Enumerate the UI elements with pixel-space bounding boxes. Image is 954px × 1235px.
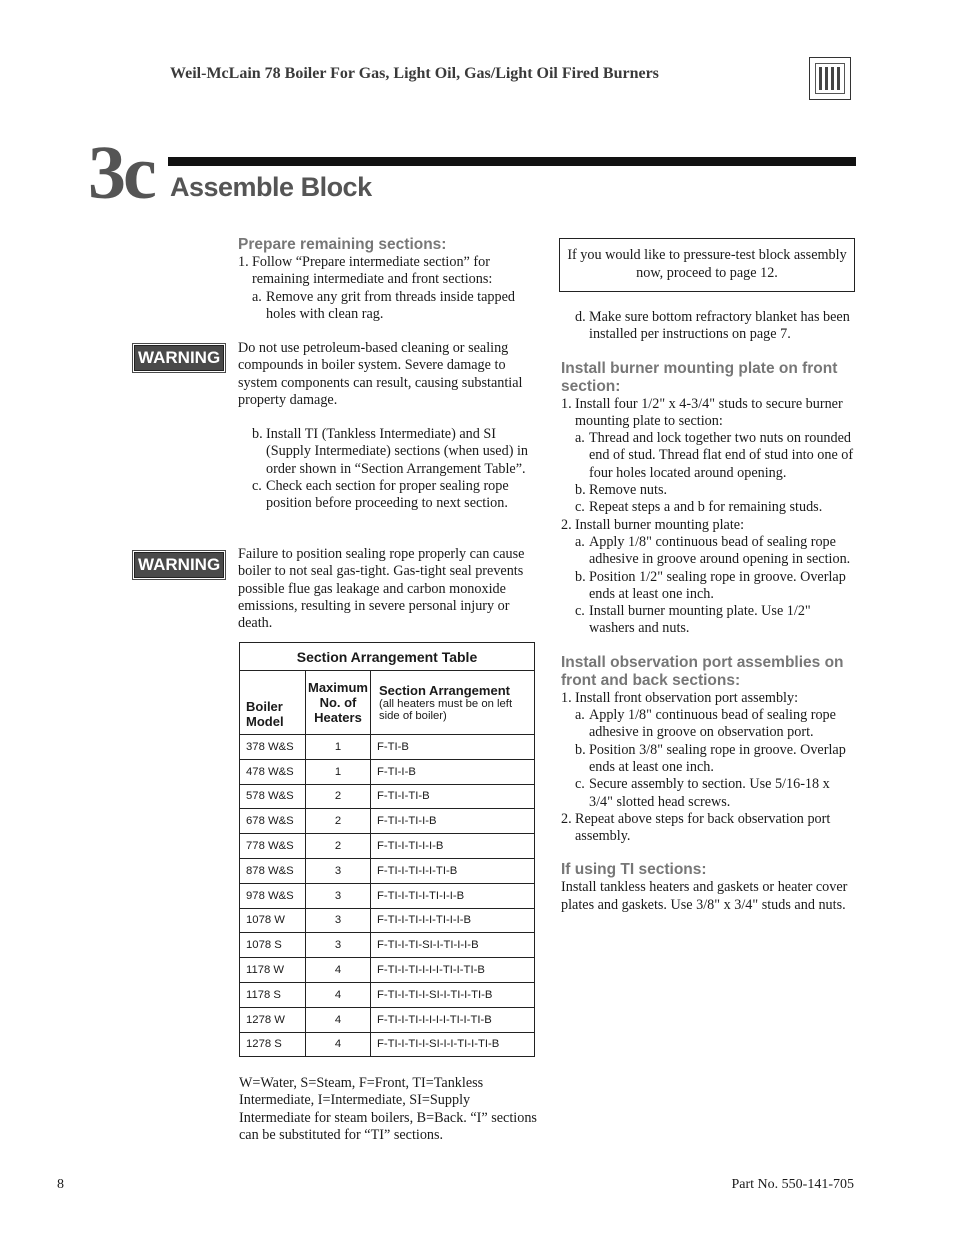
step-marker: 1. bbox=[561, 689, 572, 706]
table-row bbox=[240, 834, 535, 859]
section-arrangement-table bbox=[239, 642, 535, 1057]
burner-step-2 bbox=[561, 517, 857, 534]
cell-arrangement: F-TI-I-TI-B bbox=[370, 784, 534, 809]
cell-heaters: 1 bbox=[306, 735, 371, 760]
step-1d bbox=[561, 309, 857, 344]
cell-model: 778 W&S bbox=[240, 834, 306, 859]
step-text: Remove any grit from threads inside tapped holes with clean rag. bbox=[266, 288, 516, 322]
step-text: Position 3/8" sealing rope in groove. Overlap ends at least one inch. bbox=[589, 741, 846, 775]
burner-step-2b bbox=[561, 569, 857, 604]
cell-arrangement: F-TI-I-TI-I-I-B bbox=[370, 834, 534, 859]
col-header-heaters: Maximum No. of Heaters bbox=[306, 671, 371, 735]
step-text: Thread and lock together two nuts on rounded end of stud. Thread flat end of stud into one of four holes located around opening. bbox=[589, 430, 854, 481]
cell-heaters: 2 bbox=[306, 784, 371, 809]
page-number: 8 bbox=[57, 1177, 64, 1192]
cell-model: 478 W&S bbox=[240, 759, 306, 784]
subhead-observation: Install observation port assemblies on front and back sections: bbox=[561, 653, 844, 689]
table-body bbox=[240, 735, 535, 1057]
step-marker: 1. bbox=[561, 395, 572, 412]
table-row bbox=[240, 759, 535, 784]
cell-arrangement: F-TI-I-TI-I-I-TI-I-I-B bbox=[370, 908, 534, 933]
cell-arrangement: F-TI-I-TI-I-I-I-TI-I-TI-B bbox=[370, 958, 534, 983]
step-text: Follow “Prepare intermediate section” for remaining intermediate and front sections: bbox=[252, 254, 493, 288]
cell-arrangement: F-TI-I-TI-I-TI-I-I-B bbox=[370, 883, 534, 908]
table-row bbox=[240, 735, 535, 760]
obs-step-1c bbox=[561, 776, 857, 811]
col-header-arrangement bbox=[370, 671, 534, 735]
cell-arrangement: F-TI-I-TI-I-SI-I-TI-I-TI-B bbox=[370, 982, 534, 1007]
table-row bbox=[240, 908, 535, 933]
table-row bbox=[240, 809, 535, 834]
part-number: Part No. 550-141-705 bbox=[731, 1177, 854, 1192]
cell-model: 578 W&S bbox=[240, 784, 306, 809]
step-marker: c. bbox=[575, 499, 585, 516]
cell-arrangement: F-TI-I-B bbox=[370, 759, 534, 784]
step-text: Remove nuts. bbox=[589, 482, 668, 499]
cell-model: 678 W&S bbox=[240, 809, 306, 834]
burner-step-1c bbox=[561, 499, 857, 516]
step-marker: a. bbox=[575, 430, 585, 447]
step-1c bbox=[238, 478, 533, 513]
step-marker: c. bbox=[575, 776, 585, 793]
cell-heaters: 4 bbox=[306, 958, 371, 983]
cell-arrangement: F-TI-I-TI-I-B bbox=[370, 809, 534, 834]
subhead-ti-sections: If using TI sections: bbox=[561, 861, 707, 879]
step-marker: 1. bbox=[238, 254, 249, 270]
step-text: Install four 1/2" x 4-3/4" studs to secure burner mounting plate to section: bbox=[575, 395, 843, 429]
obs-step-1b bbox=[561, 742, 857, 777]
table-row bbox=[240, 982, 535, 1007]
cell-model: 1278 S bbox=[240, 1032, 306, 1057]
cell-arrangement: F-TI-I-TI-I-I-I-I-TI-I-TI-B bbox=[370, 1007, 534, 1032]
left-steps-mid bbox=[238, 426, 533, 512]
step-marker: a. bbox=[575, 533, 585, 550]
step-marker: 2. bbox=[561, 516, 572, 533]
cell-arrangement: F-TI-I-TI-I-I-TI-B bbox=[370, 858, 534, 883]
cell-heaters: 4 bbox=[306, 1007, 371, 1032]
step-marker: b. bbox=[575, 568, 586, 585]
arrangement-title: Section Arrangement bbox=[378, 683, 510, 698]
burner-step-2c bbox=[561, 603, 857, 638]
table-row bbox=[240, 858, 535, 883]
right-column bbox=[561, 309, 857, 914]
cell-heaters: 3 bbox=[306, 858, 371, 883]
table-row bbox=[240, 883, 535, 908]
subhead-prepare: Prepare remaining sections: bbox=[238, 236, 447, 253]
step-1b bbox=[238, 426, 533, 478]
obs-step-1a bbox=[561, 707, 857, 742]
arrangement-note: (all heaters must be on left side of boiler) bbox=[378, 698, 513, 722]
step-marker: a. bbox=[252, 288, 262, 305]
cell-heaters: 2 bbox=[306, 834, 371, 859]
step-text: Install front observation port assembly: bbox=[575, 689, 799, 706]
step-marker: c. bbox=[575, 603, 585, 620]
step-marker: c. bbox=[252, 477, 262, 494]
table-row bbox=[240, 933, 535, 958]
pressure-test-callout: If you would like to pressure-test block assembly now, proceed to page 12. bbox=[559, 238, 855, 292]
cell-heaters: 3 bbox=[306, 933, 371, 958]
cell-model: 1178 W bbox=[240, 958, 306, 983]
step-marker: b. bbox=[575, 741, 586, 758]
cell-arrangement: F-TI-B bbox=[370, 735, 534, 760]
step-text: Check each section for proper sealing rope position before proceeding to next section. bbox=[266, 477, 509, 512]
step-text: Install burner mounting plate: bbox=[575, 516, 745, 533]
step-text: Repeat above steps for back observation port assembly. bbox=[575, 810, 831, 845]
step-marker: 2. bbox=[561, 810, 572, 827]
left-steps-top bbox=[238, 236, 533, 323]
table-title-row bbox=[240, 643, 535, 671]
table-row bbox=[240, 958, 535, 983]
table-title: Section Arrangement Table bbox=[240, 643, 535, 671]
step-marker: b. bbox=[252, 426, 263, 442]
table-header-row bbox=[240, 671, 535, 735]
section-rule bbox=[168, 157, 856, 166]
cell-model: 1078 S bbox=[240, 933, 306, 958]
step-marker: b. bbox=[575, 482, 586, 499]
cell-model: 878 W&S bbox=[240, 858, 306, 883]
ti-sections-text: Install tankless heaters and gaskets or heater cover plates and gaskets. Use 3/8" x 3/4" studs and nuts. bbox=[561, 879, 848, 913]
step-text: Apply 1/8" continuous bead of sealing rope adhesive in groove around opening in section. bbox=[589, 533, 851, 568]
cell-heaters: 3 bbox=[306, 883, 371, 908]
cell-heaters: 4 bbox=[306, 982, 371, 1007]
header-title: Weil-McLain 78 Boiler For Gas, Light Oil, Gas/Light Oil Fired Burners bbox=[170, 65, 659, 82]
step-text: Repeat steps a and b for remaining studs. bbox=[589, 499, 823, 516]
cell-model: 1278 W bbox=[240, 1007, 306, 1032]
subhead-burner: Install burner mounting plate on front section: bbox=[561, 359, 838, 395]
cell-model: 1178 S bbox=[240, 982, 306, 1007]
warning-text-2: Failure to position sealing rope properly can cause boiler to not seal gas-tight. Gas-tight seal prevents possible flue gas leakage and carbon monoxide emissions, resulting in severe personal injury or death. bbox=[238, 546, 525, 632]
cell-arrangement: F-TI-I-TI-I-SI-I-I-TI-I-TI-B bbox=[370, 1032, 534, 1057]
step-text: Install burner mounting plate. Use 1/2" washers and nuts. bbox=[589, 603, 811, 637]
warning-badge-1: WARNING bbox=[134, 345, 224, 371]
step-text: Secure assembly to section. Use 5/16-18 x 3/4" slotted head screws. bbox=[589, 776, 830, 810]
warning-badge-2: WARNING bbox=[134, 552, 224, 578]
step-text: Apply 1/8" continuous bead of sealing rope adhesive in groove on observation port. bbox=[589, 707, 836, 741]
step-1a bbox=[238, 289, 533, 324]
cell-model: 978 W&S bbox=[240, 883, 306, 908]
burner-step-1a bbox=[561, 430, 857, 482]
step-text: Make sure bottom refractory blanket has been installed per instructions on page 7. bbox=[589, 309, 850, 343]
table-row bbox=[240, 1032, 535, 1057]
cell-heaters: 4 bbox=[306, 1032, 371, 1057]
table-footnote: W=Water, S=Steam, F=Front, TI=Tankless Intermediate, I=Intermediate, SI=Supply Intermediate for steam boilers, B=Back. “I” sections can be substituted for “TI” sections. bbox=[239, 1075, 537, 1143]
cell-heaters: 2 bbox=[306, 809, 371, 834]
warning-text-1: Do not use petroleum-based cleaning or sealing compounds in boiler system. Severe damage to system components can result, causing substantial property damage. bbox=[238, 340, 523, 408]
col-header-model: Boiler Model bbox=[240, 671, 306, 735]
table-row bbox=[240, 784, 535, 809]
burner-step-1b bbox=[561, 482, 857, 499]
weil-mclain-logo bbox=[809, 57, 851, 100]
step-marker: d. bbox=[575, 309, 586, 325]
burner-step-2a bbox=[561, 534, 857, 569]
step-1 bbox=[238, 254, 533, 289]
obs-step-2 bbox=[561, 811, 857, 846]
cell-model: 1078 W bbox=[240, 908, 306, 933]
obs-step-1 bbox=[561, 690, 857, 707]
step-text: Position 1/2" sealing rope in groove. Overlap ends at least one inch. bbox=[589, 568, 846, 602]
step-text: Install TI (Tankless Intermediate) and SI (Supply Intermediate) sections (when used) in order shown in “Section Arrangement Table”. bbox=[266, 426, 529, 477]
step-marker: a. bbox=[575, 707, 585, 724]
cell-model: 378 W&S bbox=[240, 735, 306, 760]
cell-heaters: 3 bbox=[306, 908, 371, 933]
section-title: Assemble Block bbox=[170, 172, 372, 202]
cell-heaters: 1 bbox=[306, 759, 371, 784]
table-row bbox=[240, 1007, 535, 1032]
cell-arrangement: F-TI-I-TI-SI-I-TI-I-I-B bbox=[370, 933, 534, 958]
burner-step-1 bbox=[561, 396, 857, 431]
section-number: 3c bbox=[88, 131, 154, 215]
